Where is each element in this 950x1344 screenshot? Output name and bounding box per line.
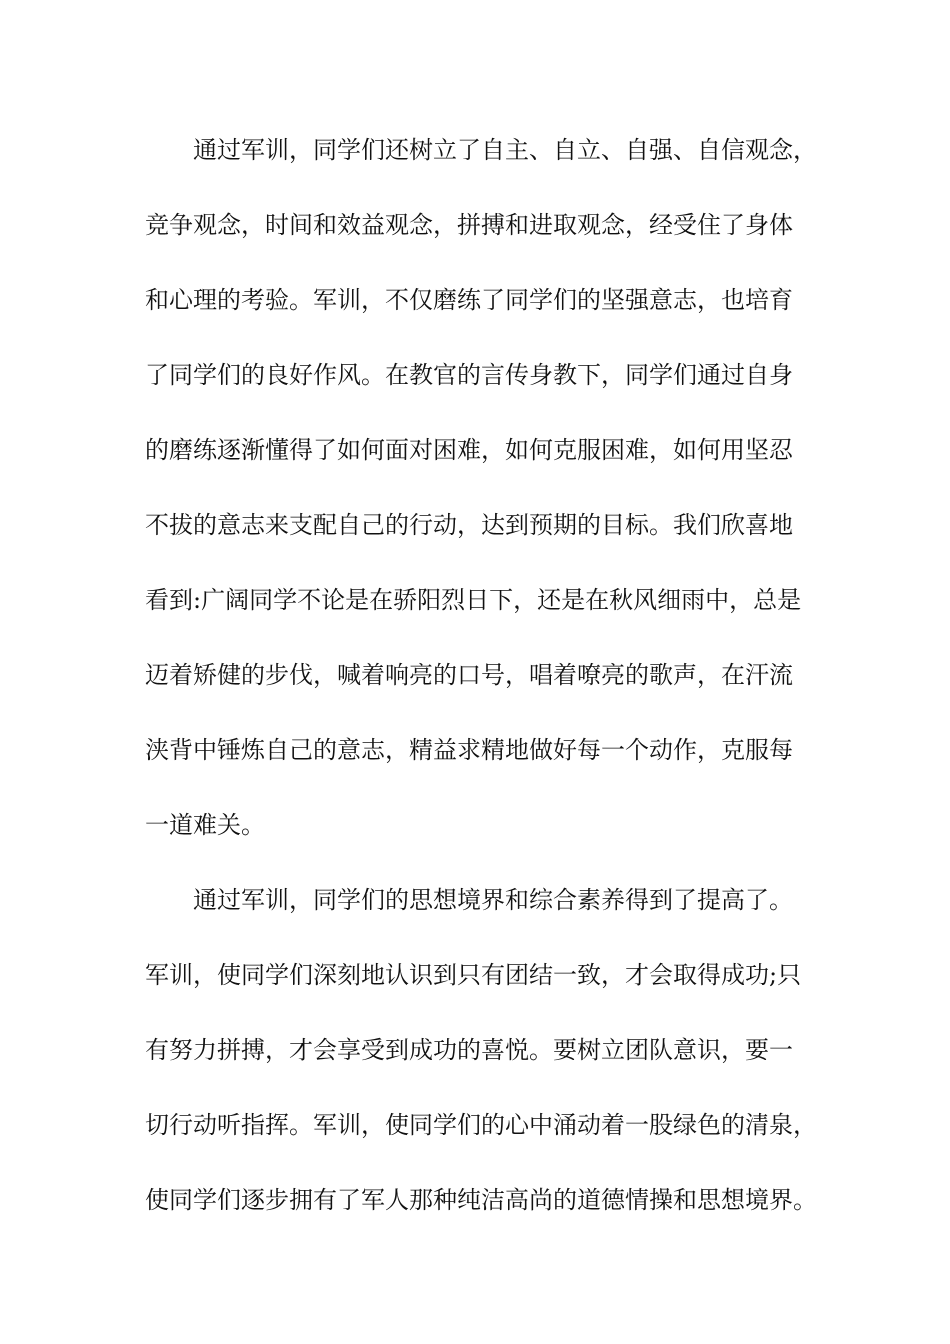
text-line: 竞争观念，时间和效益观念，拼搏和进取观念，经受住了身体 bbox=[145, 211, 793, 239]
text-line: 和心理的考验。军训，不仅磨练了同学们的坚强意志，也培育 bbox=[145, 286, 793, 314]
text-line: 通过军训，同学们还树立了自主、自立、自强、自信观念， bbox=[193, 136, 817, 164]
text-line: 看到:广阔同学不论是在骄阳烈日下，还是在秋风细雨中，总是 bbox=[145, 586, 802, 614]
text-line: 通过军训，同学们的思想境界和综合素养得到了提高了。 bbox=[193, 886, 793, 914]
text-line: 使同学们逐步拥有了军人那种纯洁高尚的道德情操和思想境界。 bbox=[145, 1186, 817, 1214]
text-line: 一道难关。 bbox=[145, 811, 265, 839]
text-line: 了同学们的良好作风。在教官的言传身教下，同学们通过自身 bbox=[145, 361, 793, 389]
text-line: 不拔的意志来支配自己的行动，达到预期的目标。我们欣喜地 bbox=[145, 511, 793, 539]
text-line: 军训，使同学们深刻地认识到只有团结一致，才会取得成功;只 bbox=[145, 961, 802, 989]
text-line: 有努力拼搏，才会享受到成功的喜悦。要树立团队意识，要一 bbox=[145, 1036, 793, 1064]
text-line: 的磨练逐渐懂得了如何面对困难，如何克服困难，如何用坚忍 bbox=[145, 436, 793, 464]
text-line: 迈着矫健的步伐，喊着响亮的口号，唱着嘹亮的歌声，在汗流 bbox=[145, 661, 793, 689]
text-line: 浃背中锤炼自己的意志，精益求精地做好每一个动作，克服每 bbox=[145, 736, 793, 764]
text-line: 切行动听指挥。军训，使同学们的心中涌动着一股绿色的清泉， bbox=[145, 1111, 817, 1139]
